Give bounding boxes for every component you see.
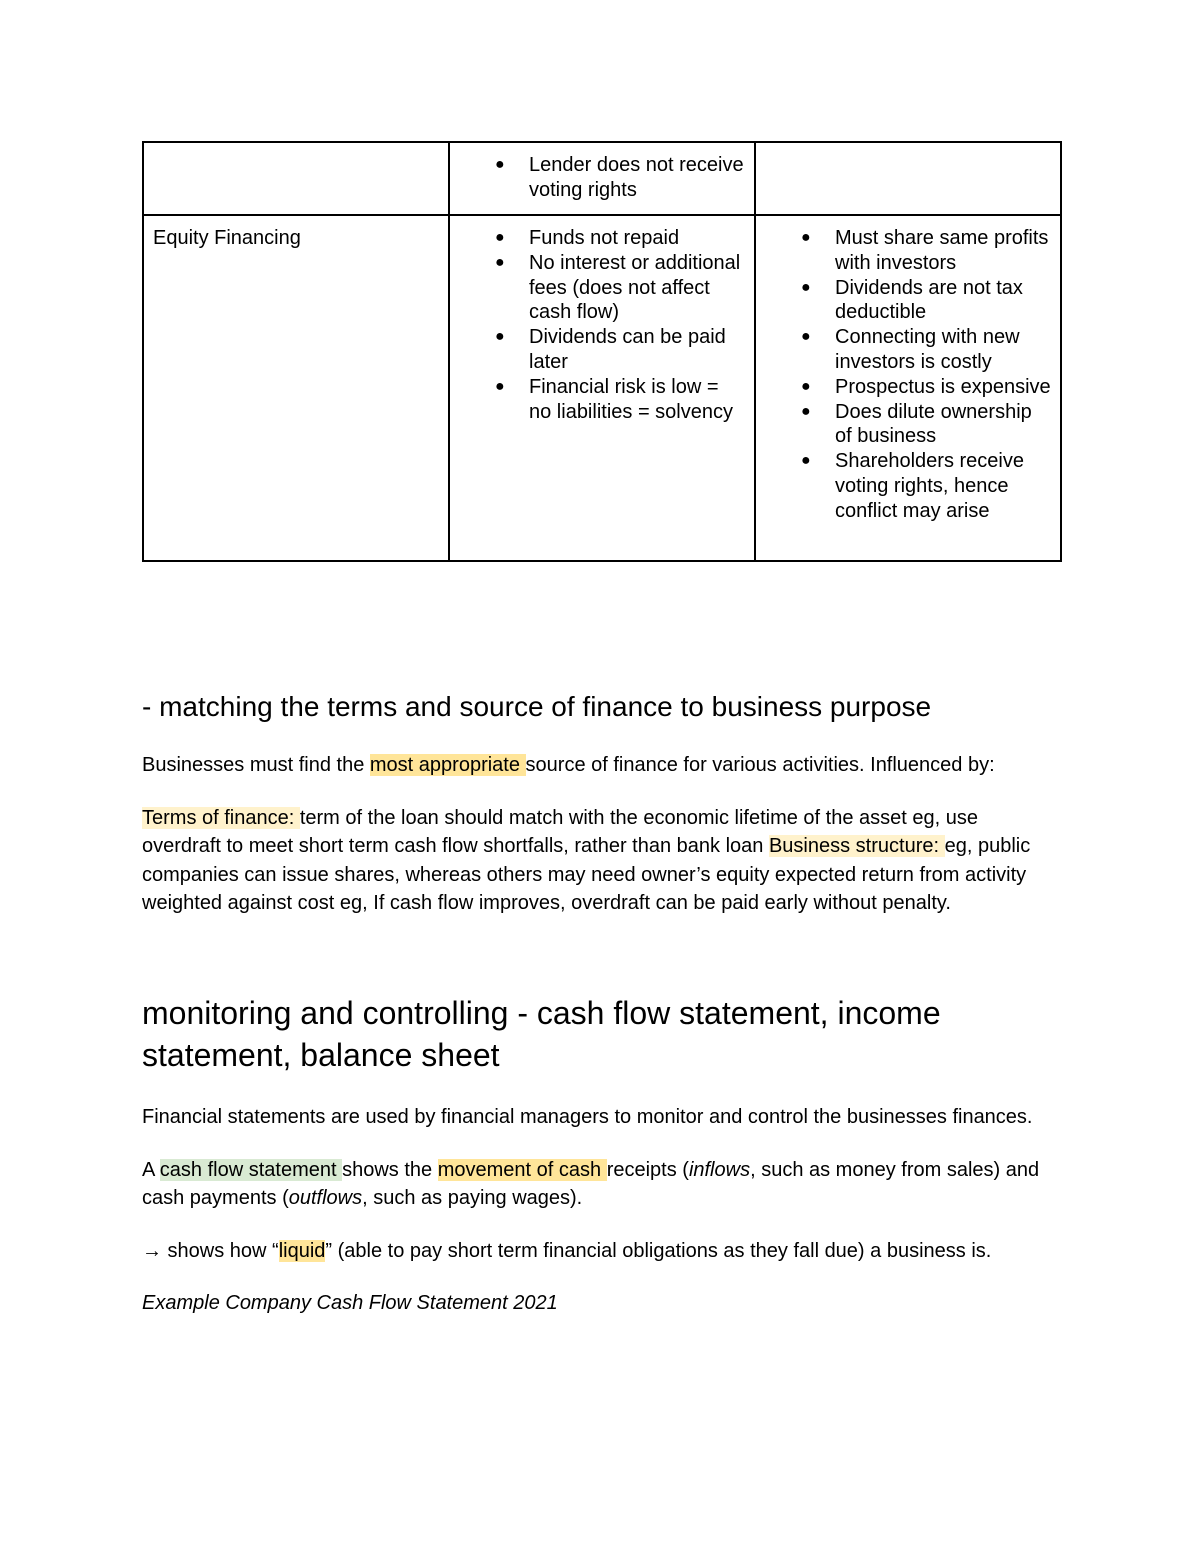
table-cell	[449, 142, 755, 215]
list-item: ● Funds not repaid	[459, 226, 745, 251]
row-label-equity-financing: Equity Financing	[143, 215, 449, 561]
paragraph: Financial statements are used by financial managers to monitor and control the businesses finances.	[142, 1105, 1033, 1128]
paragraph	[142, 1237, 1060, 1266]
document-page	[142, 141, 1060, 1318]
text-run: ” (able to pay short term financial obligations as they fall due) a business is.	[325, 1239, 992, 1262]
italic-text: inflows	[688, 1158, 751, 1181]
advantages-list	[459, 226, 745, 424]
highlighted-text: cash flow statement	[159, 1158, 343, 1181]
paragraph	[142, 751, 1060, 780]
highlighted-text: most appropriate	[369, 754, 526, 776]
list-item: ● No interest or additional fees (does not affect cash flow)	[459, 251, 745, 325]
list-item: ● Does dilute ownership of business	[765, 400, 1051, 450]
highlighted-text: Terms of finance:	[142, 806, 300, 829]
list-item: ● Connecting with new investors is costly	[765, 325, 1051, 375]
list-item: ● Shareholders receive voting rights, hence conflict may arise	[765, 449, 1051, 523]
highlighted-text: liquid	[278, 1239, 326, 1262]
text-run: , such as paying wages).	[362, 1187, 583, 1210]
table-cell	[449, 215, 755, 561]
text-run: A	[142, 1158, 160, 1181]
highlighted-text: movement of cash	[437, 1158, 607, 1181]
text-run: → shows how “	[142, 1239, 279, 1262]
paragraph	[142, 804, 1060, 918]
table-cell	[143, 142, 449, 215]
text-run: shows the	[342, 1158, 438, 1181]
italic-text: outflows	[288, 1187, 363, 1210]
list-item: ● Must share same profits with investors	[765, 226, 1051, 276]
table-row	[143, 142, 1061, 215]
text-run: source of finance for various activities. Influenced by:	[525, 754, 995, 776]
italic-text: Example Company Cash Flow Statement 2021	[142, 1292, 558, 1315]
text-run: receipts (	[606, 1158, 689, 1181]
list-item: ● Dividends are not tax deductible	[765, 276, 1051, 326]
figure-caption	[142, 1289, 1060, 1318]
table-row	[143, 215, 1061, 561]
list-item: ● Dividends can be paid later	[459, 325, 745, 375]
list-item: ● Prospectus is expensive	[765, 375, 1051, 400]
section-heading: - matching the terms and source of finance to business purpose	[142, 691, 932, 722]
page-heading: monitoring and controlling - cash flow statement, income statement, balance sheet	[142, 994, 941, 1073]
text-run: term of the loan should match with the economic lifetime of the asset eg, use overdraft to meet short term cash flow shortfalls, rather than bank loan	[142, 806, 978, 858]
text-run: eg, public companies can issue shares, whereas others may need owner’s equity expected return from activity weighted against cost eg, If cash flow improves, overdraft can be paid early without penalty.	[142, 835, 1031, 915]
paragraph	[142, 1156, 1060, 1213]
table-cell	[755, 215, 1061, 561]
disadvantages-list	[765, 226, 1051, 524]
list-item: ● Financial risk is low = no liabilities = solvency	[459, 375, 745, 425]
highlighted-text: Business structure:	[768, 835, 945, 858]
advantages-list	[459, 153, 745, 203]
list-item: ● Lender does not receive voting rights	[459, 153, 745, 203]
financing-table	[142, 141, 1062, 562]
table-cell	[755, 142, 1061, 215]
text-run: Businesses must find the	[142, 754, 370, 776]
text-run: , such as money from sales) and cash payments (	[142, 1158, 1040, 1210]
